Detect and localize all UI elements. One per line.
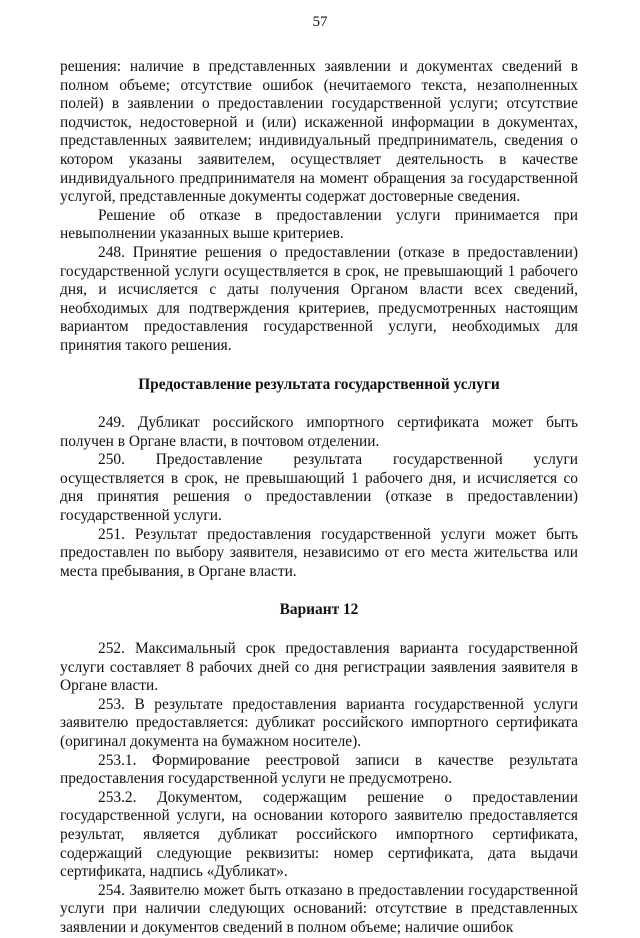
paragraph-252: 252. Максимальный срок предоставления варианта государственной услуги составляет 8 рабочих дней со дня регистрации заявления заявителя в Органе власти. <box>60 640 578 695</box>
paragraph-248: 248. Принятие решения о предоставлении (отказе в предоставлении) государственной услуги осуществляется в срок, не превышающий 1 рабочего дня, и исчисляется с даты получения Органом власти всех сведений, необходимых для подтверждения критериев, предусмотренных настоящим вариантом предоставления государственной услуги, необходимых для принятия такого решения. <box>60 243 578 354</box>
paragraph-254: 254. Заявителю может быть отказано в предоставлении государственной услуги при наличии следующих оснований: отсутствие в представленных заявлении и документов сведений в полном объеме; наличие ошибок <box>60 881 578 936</box>
paragraph-253: 253. В результате предоставления варианта государственной услуги заявителю предоставляется: дубликат российского импортного сертификата (оригинал документа на бумажном носителе). <box>60 695 578 750</box>
document-body <box>60 58 578 938</box>
paragraph-251: 251. Результат предоставления государственной услуги может быть предоставлен по выбору заявителя, независимо от его места жительства или места пребывания, в Органе власти. <box>60 525 578 580</box>
paragraph-253-2: 253.2. Документом, содержащим решение о предоставлении государственной услуги, на основании которого заявителю предоставляется результат, является дубликат российского импортного сертификата, содержащий следующие реквизиты: номер сертификата, дата выдачи сертификата, надпись «Дубликат». <box>60 788 578 881</box>
page-number: 57 <box>312 14 328 30</box>
paragraph-refusal-decision: Решение об отказе в предоставлении услуги принимается при невыполнении указанных выше критериев. <box>60 206 578 243</box>
paragraph-253-1: 253.1. Формирование реестровой записи в качестве результата предоставления государственной услуги не предусмотрено. <box>60 751 578 788</box>
paragraph-continuation: решения: наличие в представленных заявлении и документах сведений в полном объеме; отсутствие ошибок (нечитаемого текста, незаполненных полей) в заявлении о предоставлении государственной услуги; отсутствие подчисток, недостоверной и (или) искаженной информации в документах, представленных заявителем; индивидуальный предприниматель, сведения о котором указаны заявителем, осуществляет деятельность в качестве индивидуального предпринимателя на момент обращения за государственной услугой, представленные документы содержат достоверные сведения. <box>60 58 578 206</box>
paragraph-250: 250. Предоставление результата государственной услуги осуществляется в срок, не превышающий 1 рабочего дня, и исчисляется со дня принятия решения о предоставлении (отказе в предоставлении) государственной услуги. <box>60 451 578 525</box>
section-heading-variant: Вариант 12 <box>279 601 359 619</box>
paragraph-249: 249. Дубликат российского импортного сертификата может быть получен в Органе власти, в почтовом отделении. <box>60 414 578 450</box>
section-heading-result: Предоставление результата государственной услуги <box>138 375 500 393</box>
